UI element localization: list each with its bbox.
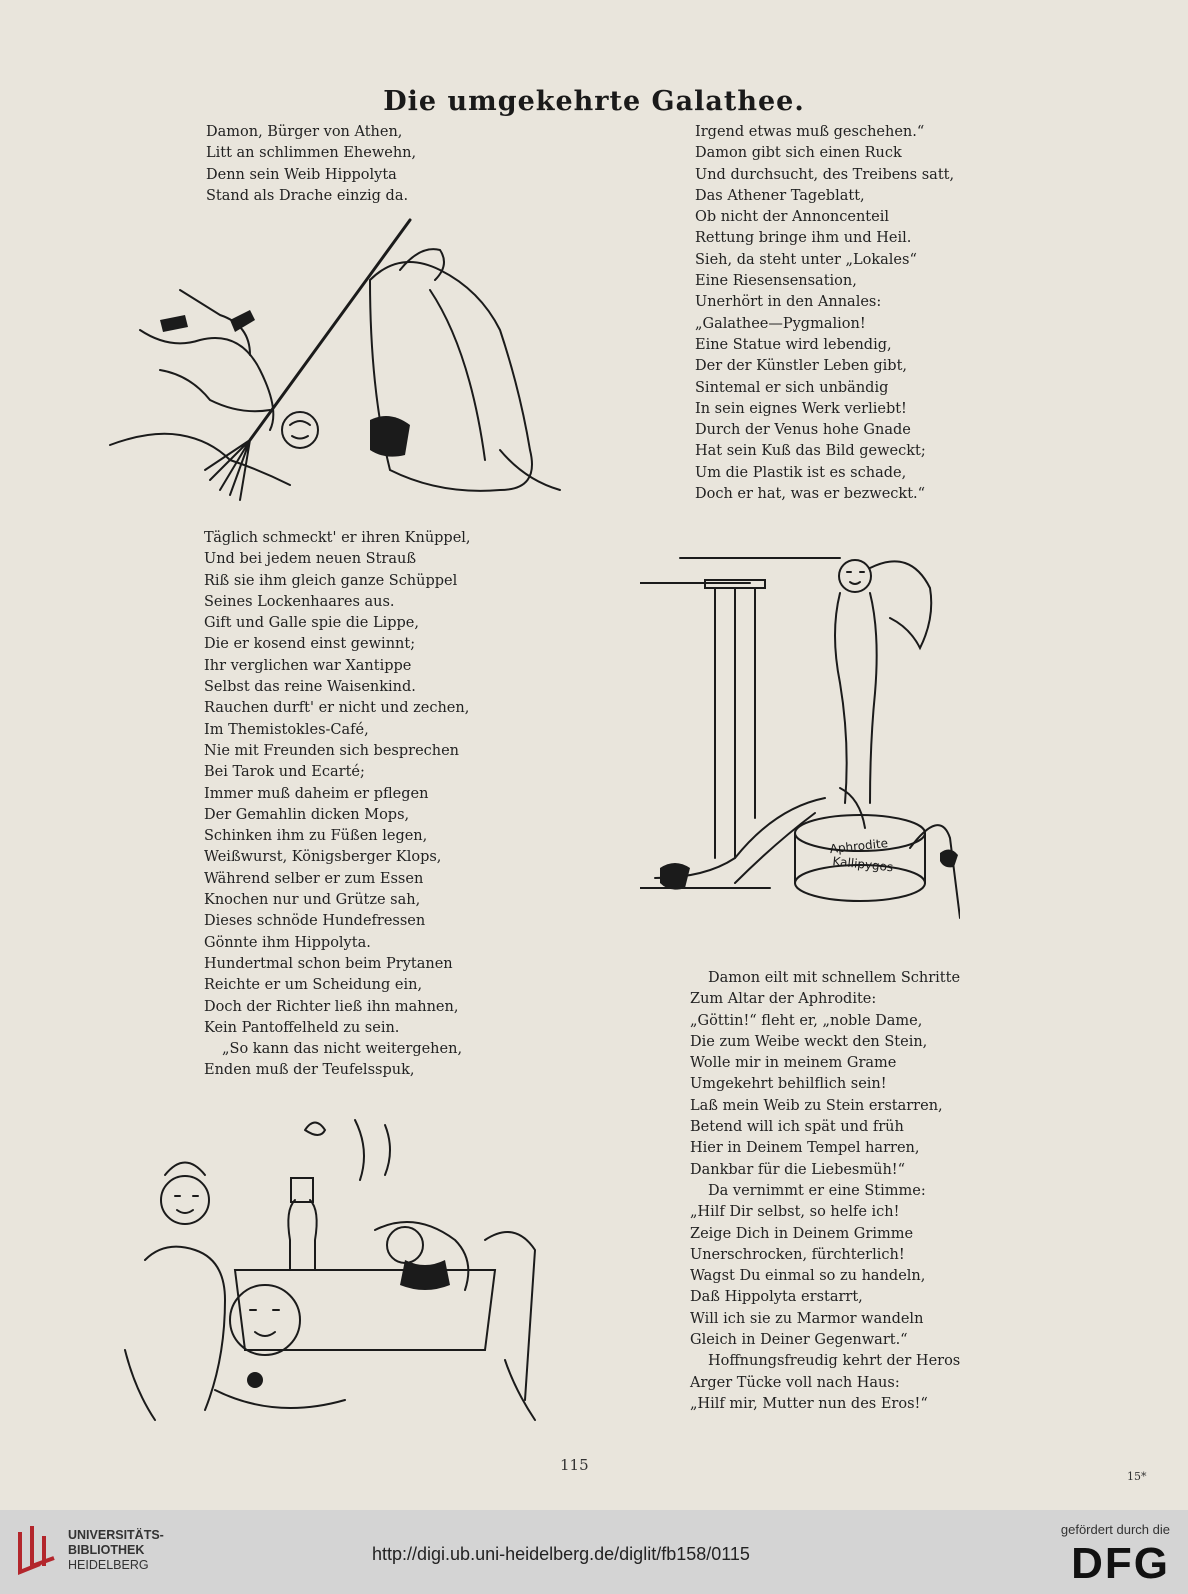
verse-line: Der der Künstler Leben gibt,	[695, 358, 908, 375]
verse-line: Täglich schmeckt' er ihren Knüppel,	[204, 530, 471, 546]
verse-line: Sieh, da steht unter „Lokales“	[695, 251, 917, 268]
verse-line: Nie mit Freunden sich besprechen	[204, 742, 460, 759]
verse-line: Betend will ich spät und früh	[690, 1119, 904, 1136]
verse-line: Daß Hippolyta erstarrt,	[690, 1289, 863, 1306]
verse-line: Doch der Richter ließ ihn mahnen,	[204, 998, 459, 1015]
verse-line: Enden muß der Teufelsspuk,	[204, 1062, 415, 1079]
university-library-logo-icon	[12, 1522, 62, 1580]
verse-line: Arger Tücke voll nach Haus:	[690, 1374, 900, 1391]
verse-line: Während selber er zum Essen	[204, 870, 424, 887]
verse-line: Damon eilt mit schnellem Schritte	[708, 970, 961, 986]
verse-line: Stand als Drache einzig da.	[206, 187, 409, 204]
pedestal-inscription-line-1: Aphrodite	[829, 836, 889, 857]
verse-line: Gleich in Deiner Gegenwart.“	[690, 1332, 908, 1349]
verse-line: Wolle mir in meinem Grame	[690, 1055, 897, 1072]
page-number: 115	[560, 1456, 589, 1474]
verse-line: Schinken ihm zu Füßen legen,	[204, 828, 428, 845]
verse-line: Knochen nur und Grütze sah,	[204, 892, 421, 909]
stanza-3	[695, 122, 954, 505]
verse-line: Doch er hat, was er bezweckt.“	[695, 486, 926, 503]
verse-line: Unerschrocken, fürchterlich!	[690, 1246, 905, 1263]
stanza-1	[206, 122, 416, 207]
verse-line: Rettung bringe ihm und Heil.	[695, 230, 912, 247]
verse-line: Hat sein Kuß das Bild geweckt;	[695, 443, 926, 460]
funding-caption: gefördert durch die	[1060, 1522, 1170, 1537]
verse-line: Die er kosend einst gewinnt;	[204, 636, 416, 653]
verse-line: Dankbar für die Liebesmüh!“	[690, 1161, 906, 1178]
verse-line: „Göttin!“ fleht er, „noble Dame,	[690, 1012, 923, 1029]
verse-line: Das Athener Tageblatt,	[695, 187, 865, 204]
verse-line: Unerhört in den Annales:	[695, 294, 882, 311]
illustration-broom-beating	[100, 210, 570, 510]
verse-line: Damon gibt sich einen Ruck	[695, 145, 902, 162]
verse-line: Eine Riesensensation,	[695, 273, 857, 290]
permalink-url[interactable]: http://digi.ub.uni-heidelberg.de/diglit/fb158/0115	[372, 1544, 750, 1564]
verse-line: Hier in Deinem Tempel harren,	[690, 1140, 920, 1157]
university-library-name	[68, 1528, 164, 1573]
viewer-footer	[0, 1510, 1188, 1594]
verse-line: Rauchen durft' er nicht und zechen,	[204, 700, 470, 717]
verse-line: Und durchsucht, des Treibens satt,	[695, 166, 955, 183]
verse-line: Irgend etwas muß geschehen.“	[695, 124, 925, 140]
verse-line: Weißwurst, Königsberger Klops,	[204, 849, 442, 866]
signature-mark: 15*	[1127, 1470, 1147, 1483]
verse-line: Riß sie ihm gleich ganze Schüppel	[204, 572, 458, 589]
verse-line: Selbst das reine Waisenkind.	[204, 679, 416, 696]
verse-line: Will ich sie zu Marmor wandeln	[690, 1310, 924, 1327]
verse-line: „Hilf Dir selbst, so helfe ich!	[690, 1204, 900, 1221]
verse-line: Die zum Weibe weckt den Stein,	[690, 1033, 928, 1050]
verse-line: Zeige Dich in Deinem Grimme	[690, 1225, 914, 1242]
verse-line: Da vernimmt er eine Stimme:	[708, 1182, 926, 1199]
verse-line: Litt an schlimmen Ehewehn,	[206, 145, 417, 162]
illustration-aphrodite-statue	[640, 548, 960, 938]
verse-line: Durch der Venus hohe Gnade	[695, 422, 911, 439]
verse-line: Hoffnungsfreudig kehrt der Heros	[708, 1353, 961, 1370]
verse-line: Umgekehrt behilflich sein!	[690, 1076, 887, 1093]
verse-line: Denn sein Weib Hippolyta	[206, 166, 397, 183]
verse-line: Der Gemahlin dicken Mops,	[204, 806, 410, 823]
verse-line: „Hilf mir, Mutter nun des Eros!“	[690, 1395, 928, 1412]
verse-line: Dieses schnöde Hundefressen	[204, 913, 426, 930]
stanza-2	[204, 528, 471, 1082]
verse-line: Und bei jedem neuen Strauß	[204, 551, 417, 568]
poem-title: Die umgekehrte Galathee.	[383, 86, 805, 117]
verse-line: Gift und Galle spie die Lippe,	[204, 615, 419, 632]
pedestal-inscription-line-2: Kallipygos	[831, 854, 894, 875]
verse-line: Bei Tarok und Ecarté;	[204, 764, 365, 781]
verse-line: Gönnte ihm Hippolyta.	[204, 934, 371, 951]
verse-line: In sein eignes Werk verliebt!	[695, 400, 907, 417]
verse-line: Sintemal er sich unbändig	[695, 379, 889, 396]
verse-line: Eine Statue wird lebendig,	[695, 336, 892, 353]
verse-line: Ihr verglichen war Xantippe	[204, 657, 412, 674]
verse-line: Reichte er um Scheidung ein,	[204, 977, 423, 994]
verse-line: „Galathee—Pygmalion!	[695, 315, 866, 332]
verse-line: Kein Pantoffelheld zu sein.	[204, 1019, 400, 1036]
illustration-tavern-scene	[105, 1110, 545, 1430]
verse-line: Damon, Bürger von Athen,	[206, 124, 403, 140]
verse-line: Wagst Du einmal so zu handeln,	[690, 1268, 926, 1285]
verse-line: Hundertmal schon beim Prytanen	[204, 955, 453, 972]
verse-line: Um die Plastik ist es schade,	[695, 464, 907, 481]
verse-line: „So kann das nicht weitergehen,	[222, 1041, 463, 1058]
verse-line: Laß mein Weib zu Stein erstarren,	[690, 1097, 943, 1114]
verse-line: Im Themistokles-Café,	[204, 721, 369, 738]
library-line: UNIVERSITÄTS-	[68, 1528, 164, 1542]
verse-line: Seines Lockenhaares aus.	[204, 593, 395, 610]
stanza-4	[690, 968, 960, 1415]
verse-line: Ob nicht der Annoncenteil	[695, 209, 889, 226]
library-line: BIBLIOTHEK	[68, 1543, 145, 1557]
dfg-logo: DFG	[1071, 1539, 1170, 1588]
verse-line: Immer muß daheim er pflegen	[204, 785, 429, 802]
verse-line: Zum Altar der Aphrodite:	[690, 991, 877, 1008]
library-line: HEIDELBERG	[68, 1558, 149, 1572]
